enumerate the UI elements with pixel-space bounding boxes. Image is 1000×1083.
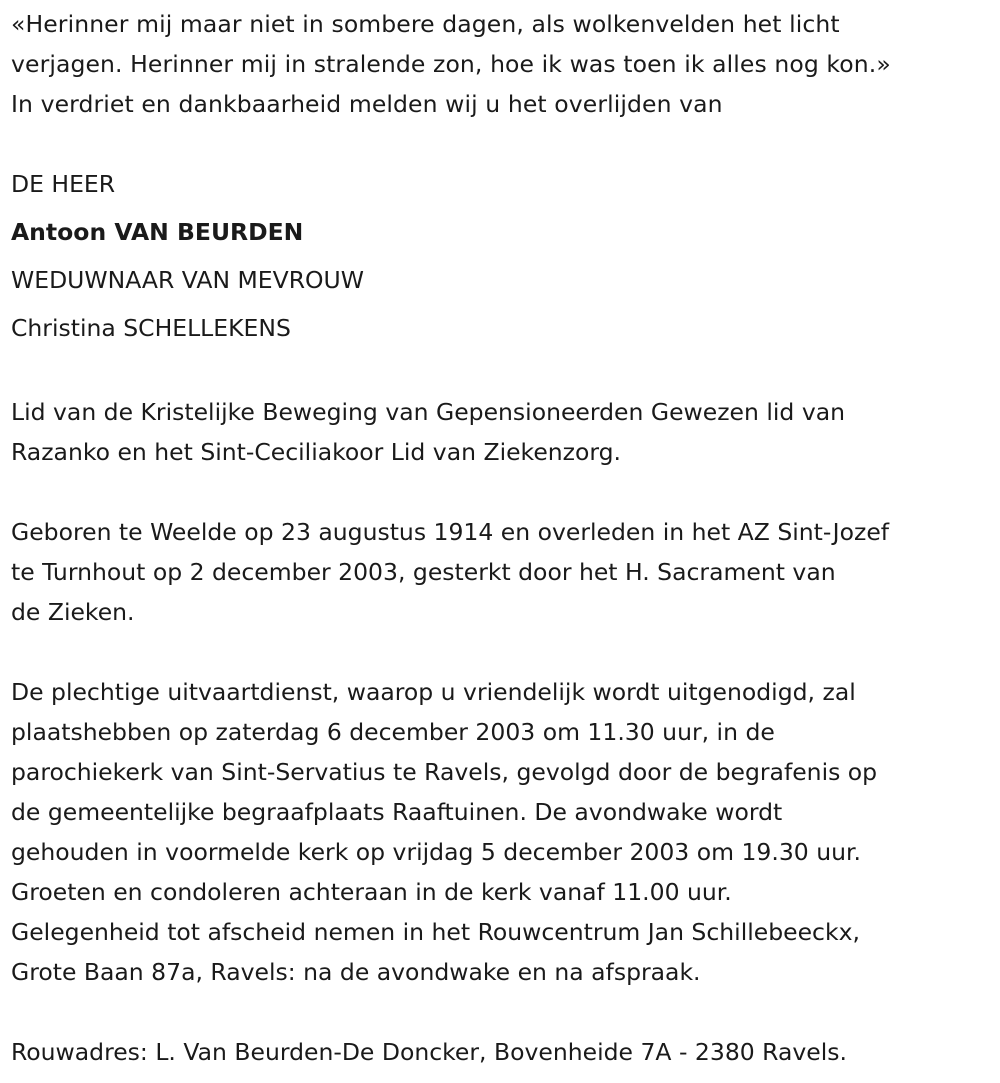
spacer [11, 992, 990, 1032]
person-prefix: DE HEER [11, 170, 116, 198]
person-relation: WEDUWNAAR VAN MEVROUW [11, 266, 364, 294]
membership-paragraph [11, 392, 990, 472]
funeral-line: Groeten en condoleren achteraan in de kerk vanaf 11.00 uur. [11, 878, 732, 906]
birth-death-paragraph [11, 512, 990, 632]
membership-line: Lid van de Kristelijke Beweging van Gepensioneerden Gewezen lid van [11, 398, 846, 426]
funeral-line: parochiekerk van Sint-Servatius te Ravels, gevolgd door de begrafenis op [11, 758, 878, 786]
funeral-line: De plechtige uitvaartdienst, waarop u vriendelijk wordt uitgenodigd, zal [11, 678, 856, 706]
funeral-line: de gemeentelijke begraafplaats Raaftuinen. De avondwake wordt [11, 798, 783, 826]
birth-death-line: de Zieken. [11, 598, 135, 626]
intro-line: «Herinner mij maar niet in sombere dagen, als wolkenvelden het licht [11, 10, 840, 38]
spacer [11, 352, 990, 392]
address-paragraph [11, 1032, 990, 1072]
spacer [11, 472, 990, 512]
spouse-name: Christina SCHELLEKENS [11, 314, 291, 342]
person-block [11, 160, 990, 352]
intro-line: verjagen. Herinner mij in stralende zon, hoe ik was toen ik alles nog kon.» [11, 50, 891, 78]
membership-line: Razanko en het Sint-Ceciliakoor Lid van Ziekenzorg. [11, 438, 622, 466]
intro-line: In verdriet en dankbaarheid melden wij u het overlijden van [11, 90, 723, 118]
funeral-paragraph [11, 672, 990, 992]
birth-death-line: te Turnhout op 2 december 2003, gesterkt door het H. Sacrament van [11, 558, 836, 586]
funeral-line: plaatshebben op zaterdag 6 december 2003 om 11.30 uur, in de [11, 718, 775, 746]
spacer [11, 632, 990, 672]
funeral-line: gehouden in voormelde kerk op vrijdag 5 december 2003 om 19.30 uur. [11, 838, 861, 866]
spacer [11, 124, 990, 164]
birth-death-line: Geboren te Weelde op 23 augustus 1914 en overleden in het AZ Sint-Jozef [11, 518, 890, 546]
funeral-line: Grote Baan 87a, Ravels: na de avondwake en na afspraak. [11, 958, 701, 986]
funeral-line: Gelegenheid tot afscheid nemen in het Rouwcentrum Jan Schillebeeckx, [11, 918, 860, 946]
mourning-address: Rouwadres: L. Van Beurden-De Doncker, Bovenheide 7A - 2380 Ravels. [11, 1038, 848, 1066]
person-name: Antoon VAN BEURDEN [11, 218, 304, 246]
intro-paragraph [11, 4, 990, 124]
